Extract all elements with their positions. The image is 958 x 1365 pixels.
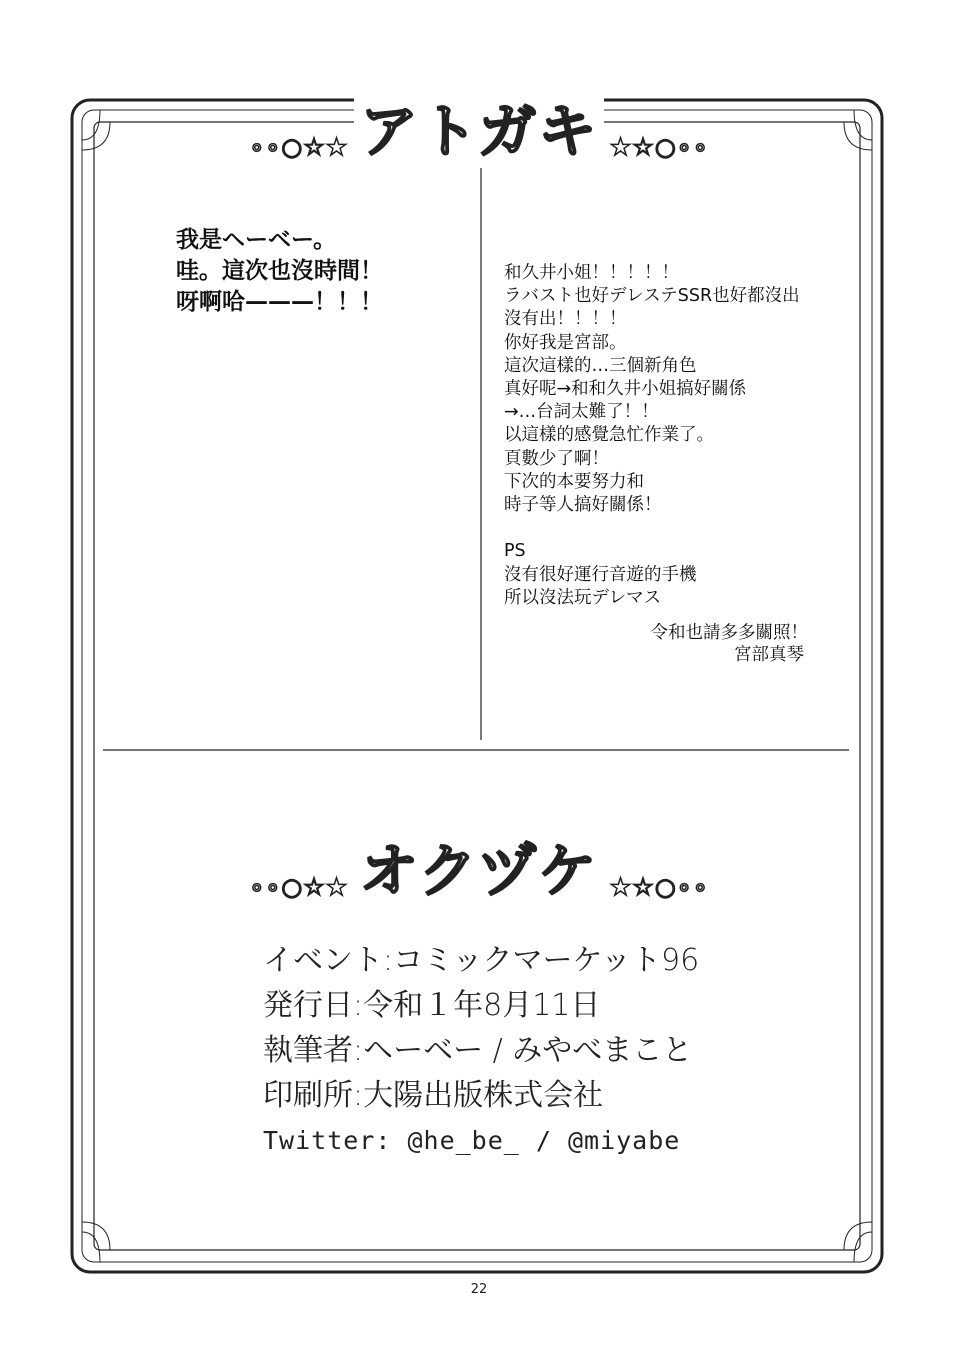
signature-name: 宮部真琴 xyxy=(734,645,804,665)
left-line: 我是ヘーベー。 xyxy=(176,227,337,253)
right-line: 和久井小姐！！！！！ xyxy=(504,263,679,283)
right-line: 頁數少了啊！ xyxy=(504,448,609,469)
right-line: 沒有很好運行音遊的手機 xyxy=(504,564,697,585)
right-line: →…台詞太難了！！ xyxy=(504,402,659,423)
right-line: 這次這樣的…三個新角色 xyxy=(504,355,697,376)
right-line: 你好我是宮部。 xyxy=(504,332,627,353)
right-line: 以這樣的感覺急忙作業了。 xyxy=(504,425,714,446)
signature-line: 令和也請多多關照！ xyxy=(650,623,808,643)
left-line: 哇。這次也沒時間！ xyxy=(176,258,383,284)
right-line xyxy=(504,517,844,540)
afterword-left-column xyxy=(176,225,466,318)
left-line: 呀啊哈———！！！ xyxy=(176,289,383,315)
colophon-authors: 執筆者:ヘーベー / みやべまこと xyxy=(263,1033,693,1068)
page-number: 22 xyxy=(470,1282,488,1297)
star-deco-right: ★☆○∘∘ xyxy=(609,132,709,161)
colophon-date: 発行日:令和１年8月11日 xyxy=(263,988,601,1023)
star-deco-left: ∘∘○☆★ xyxy=(249,872,349,901)
colophon-title: オクヅケ xyxy=(354,824,604,908)
colophon-event: イベント:コミックマーケット96 xyxy=(263,943,700,978)
right-line: 時子等人搞好關係！ xyxy=(504,495,662,516)
right-line: 下次的本要努力和 xyxy=(504,471,644,492)
colophon-title-banner xyxy=(0,824,958,908)
right-line: PS xyxy=(504,541,526,562)
colophon-info xyxy=(263,938,823,1163)
star-deco-left: ∘∘○☆★ xyxy=(249,132,349,161)
star-deco-right: ★☆○∘∘ xyxy=(609,872,709,901)
right-line: ラバスト也好デレステSSR也好都沒出 xyxy=(504,286,800,307)
afterword-title: アトガキ xyxy=(354,84,604,168)
afterword-right-column xyxy=(504,262,844,610)
afterword-title-banner xyxy=(0,84,958,168)
colophon-printer: 印刷所:大陽出版株式会社 xyxy=(263,1078,604,1113)
signature-block xyxy=(651,622,809,666)
right-line: 沒有出！！！！ xyxy=(504,309,627,330)
colophon-twitter: Twitter: @he_be_ / @miyabe xyxy=(263,1126,681,1155)
right-line: 所以沒法玩デレマス xyxy=(504,587,662,608)
right-line: 真好呢→和和久井小姐搞好關係 xyxy=(504,379,747,400)
